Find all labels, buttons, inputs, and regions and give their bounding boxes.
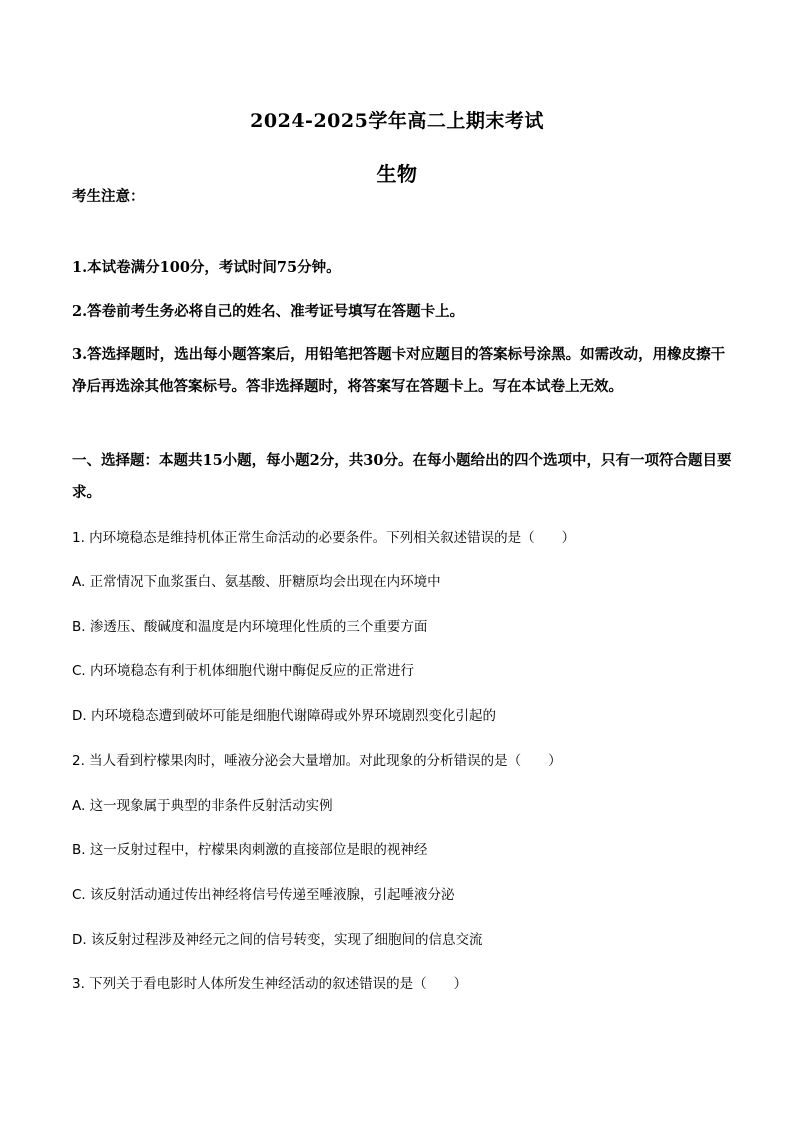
question-1-option-d: D. 内环境稳态遭到破坏可能是细胞代谢障碍或外界环境剧烈变化引起的 [72, 708, 496, 724]
notice-heading: 考生注意： [72, 188, 145, 205]
question-2-option-c: C. 该反射活动通过传出神经将信号传递至唾液腺，引起唾液分泌 [72, 887, 455, 903]
notice-item-2: 2.答卷前考生务必将自己的姓名、准考证号填写在答题卡上。 [72, 303, 465, 320]
question-1-option-b: B. 渗透压、酸碱度和温度是内环境理化性质的三个重要方面 [72, 619, 428, 635]
question-3-stem: 3. 下列关于看电影时人体所发生神经活动的叙述错误的是（ ） [72, 976, 468, 992]
question-2-option-a: A. 这一现象属于典型的非条件反射活动实例 [72, 798, 333, 814]
question-2-option-d: D. 该反射过程涉及神经元之间的信号转变，实现了细胞间的信息交流 [72, 932, 483, 948]
notice-item-1: 1.本试卷满分100分，考试时间75分钟。 [72, 259, 341, 276]
question-1-option-c: C. 内环境稳态有利于机体细胞代谢中酶促反应的正常进行 [72, 663, 415, 679]
exam-title: 2024-2025学年高二上期末考试 [250, 110, 544, 132]
question-1-option-a: A. 正常情况下血浆蛋白、氨基酸、肝糖原均会出现在内环境中 [72, 574, 441, 590]
question-1-stem: 1. 内环境稳态是维持机体正常生命活动的必要条件。下列相关叙述错误的是（ ） [72, 530, 576, 546]
notice-item-3: 3.答选择题时，选出每小题答案后，用铅笔把答题卡对应题目的答案标号涂黑。如需改动，用橡皮擦干净后再选涂其他答案标号。答非选择题时，将答案写在答题卡上。写在本试卷上无效。 [72, 346, 726, 395]
subject-title: 生物 [376, 162, 418, 186]
question-2-option-b: B. 这一反射过程中，柠檬果肉刺激的直接部位是眼的视神经 [72, 842, 428, 858]
section-heading: 一、选择题：本题共15小题，每小题2分，共30分。在每小题给出的四个选项中，只有一项符合题目要求。 [72, 452, 732, 501]
question-2-stem: 2. 当人看到柠檬果肉时，唾液分泌会大量增加。对此现象的分析错误的是（ ） [72, 753, 562, 769]
